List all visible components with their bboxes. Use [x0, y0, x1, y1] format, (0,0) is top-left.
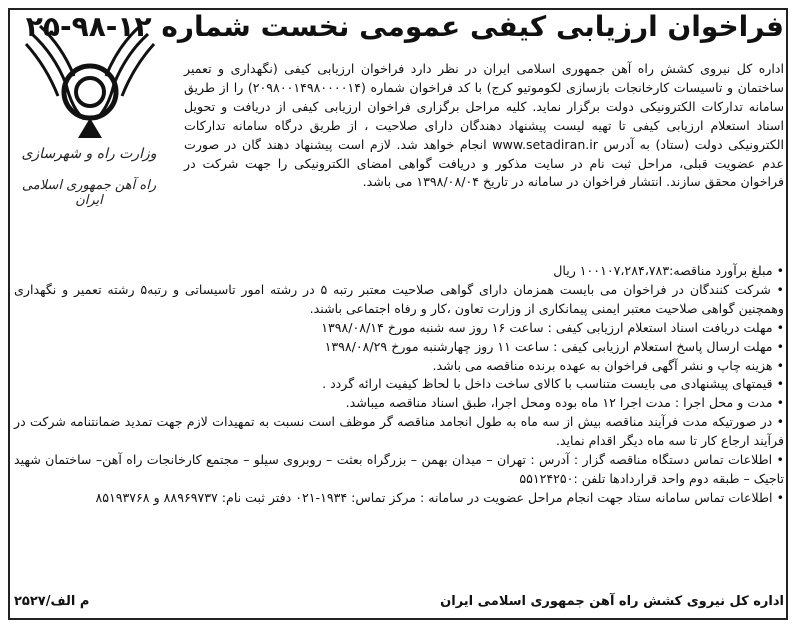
footer-code: م الف/۲۵۲۷ [14, 594, 90, 609]
bullet-response-deadline: • مهلت ارسال پاسخ استعلام ارزیابی کیفی : ساعت ۱۱ روز چهارشنبه مورخ ۱۳۹۸/۰۸/۲۹ [14, 338, 784, 357]
bullet-extension: • در صورتیکه مدت فرآیند مناقصه بیش از سه ماه به طول انجامد مناقصه گر موظف است نسبت به تمهیدات لازم جهت تمدید ضمانتنامه شرکت در فرآیند ارجاع کار تا سه ماه دیگر اقدام نماید. [14, 413, 784, 451]
intro-paragraph: اداره کل نیروی کشش راه آهن جمهوری اسلامی ایران در نظر دارد فراخوان ارزیابی کیفی (نگهداری و تعمیر ساختمان و تاسیسات کارخانجات بازسازی لکوموتیو کرج) با کد فراخوان شماره (۲۰۹۸۰۰۱۴۹۸۰۰۰۰۱۴) را از طریق سامانه تدارکات الکترونیکی دولت برگزار نماید. کلیه مراحل برگزاری فراخوان ارزیابی کیفی از دریافت و تحویل اسناد استعلام ارزیابی کیفی تا تهیه لیست پیشنهاد دهندگان دارای صلاحیت ، از طریق درگاه سامانه تدارکات الکترونیکی دولت (ستاد) به آدرس www.setadiran.ir انجام خواهد شد. لازم است پیشنهاد دهند گان در صورت عدم عضویت قبلی، مراحل ثبت نام در سایت مذکور و دریافت گواهی امضای الکترونیکی را جهت شرکت در فراخوان محقق سازند. انتشار فراخوان در سامانه در تاریخ ۱۳۹۸/۰۸/۰۴ می باشد. [184, 61, 784, 190]
bullet-duration: • مدت و محل اجرا : مدت اجرا ۱۲ ماه بوده ومحل اجرا، طبق اسناد مناقصه میباشد. [14, 394, 784, 413]
bullet-pricing: • قیمتهای پیشنهادی می بایست متناسب با کالای ساخت داخل با لحاظ کیفیت ارائه گردد . [14, 375, 784, 394]
railway-name: راه آهن جمهوری اسلامی ایران [21, 178, 157, 208]
footer-organization: اداره کل نیروی کشش راه آهن جمهوری اسلامی ایران [440, 594, 784, 609]
bullet-estimate: • مبلغ برآورد مناقصه:۱۰۰۱۰۷،۲۸۴،۷۸۳ ریال [14, 262, 784, 281]
bullet-contact: • اطلاعات تماس دستگاه مناقصه گزار : آدرس : تهران – میدان بهمن – بزرگراه بعثت – روبروی سیلو – مجتمع کارخانجات راه آهن– ساختمان شهید تاجیک – طبقه دوم واحد قراردادها تلفن :۵۵۱۲۴۲۵۰ [14, 451, 784, 489]
bullet-ad-cost: • هزینه چاپ و نشر آگهی فراخوان به عهده برنده مناقصه می باشد. [14, 357, 784, 376]
notice-bullets [14, 262, 784, 508]
bullet-setad-contact: • اطلاعات تماس سامانه ستاد جهت انجام مراحل عضویت در سامانه : مرکز تماس: ۱۹۳۴-۰۲۱ دفتر ثبت نام: ۸۸۹۶۹۷۳۷ و ۸۵۱۹۳۷۶۸ [14, 489, 784, 508]
bullet-qualification: • شرکت کنندگان در فراخوان می بایست همزمان دارای گواهی صلاحیت معتبر رتبه ۵ در رشته امور تاسیساتی و رتبه۵ رشته تعمیر و نگهداری وهمچنین گواهی صلاحیت معتبر ایمنی پیمانکاری از وزارت تعاون ،کار و رفاه اجتماعی باشند. [14, 281, 784, 319]
notice-footer [14, 594, 784, 616]
notice-intro [184, 60, 784, 192]
ministry-name: وزارت راه و شهرسازی [21, 146, 157, 162]
notice-title: فراخوان ارزیابی کیفی عمومی نخست شماره ۱۲-۹۸-۲۵ [25, 10, 784, 43]
bullet-document-deadline: • مهلت دریافت اسناد استعلام ارزیابی کیفی : ساعت ۱۶ روز سه شنبه مورخ ۱۳۹۸/۰۸/۱۴ [14, 319, 784, 338]
